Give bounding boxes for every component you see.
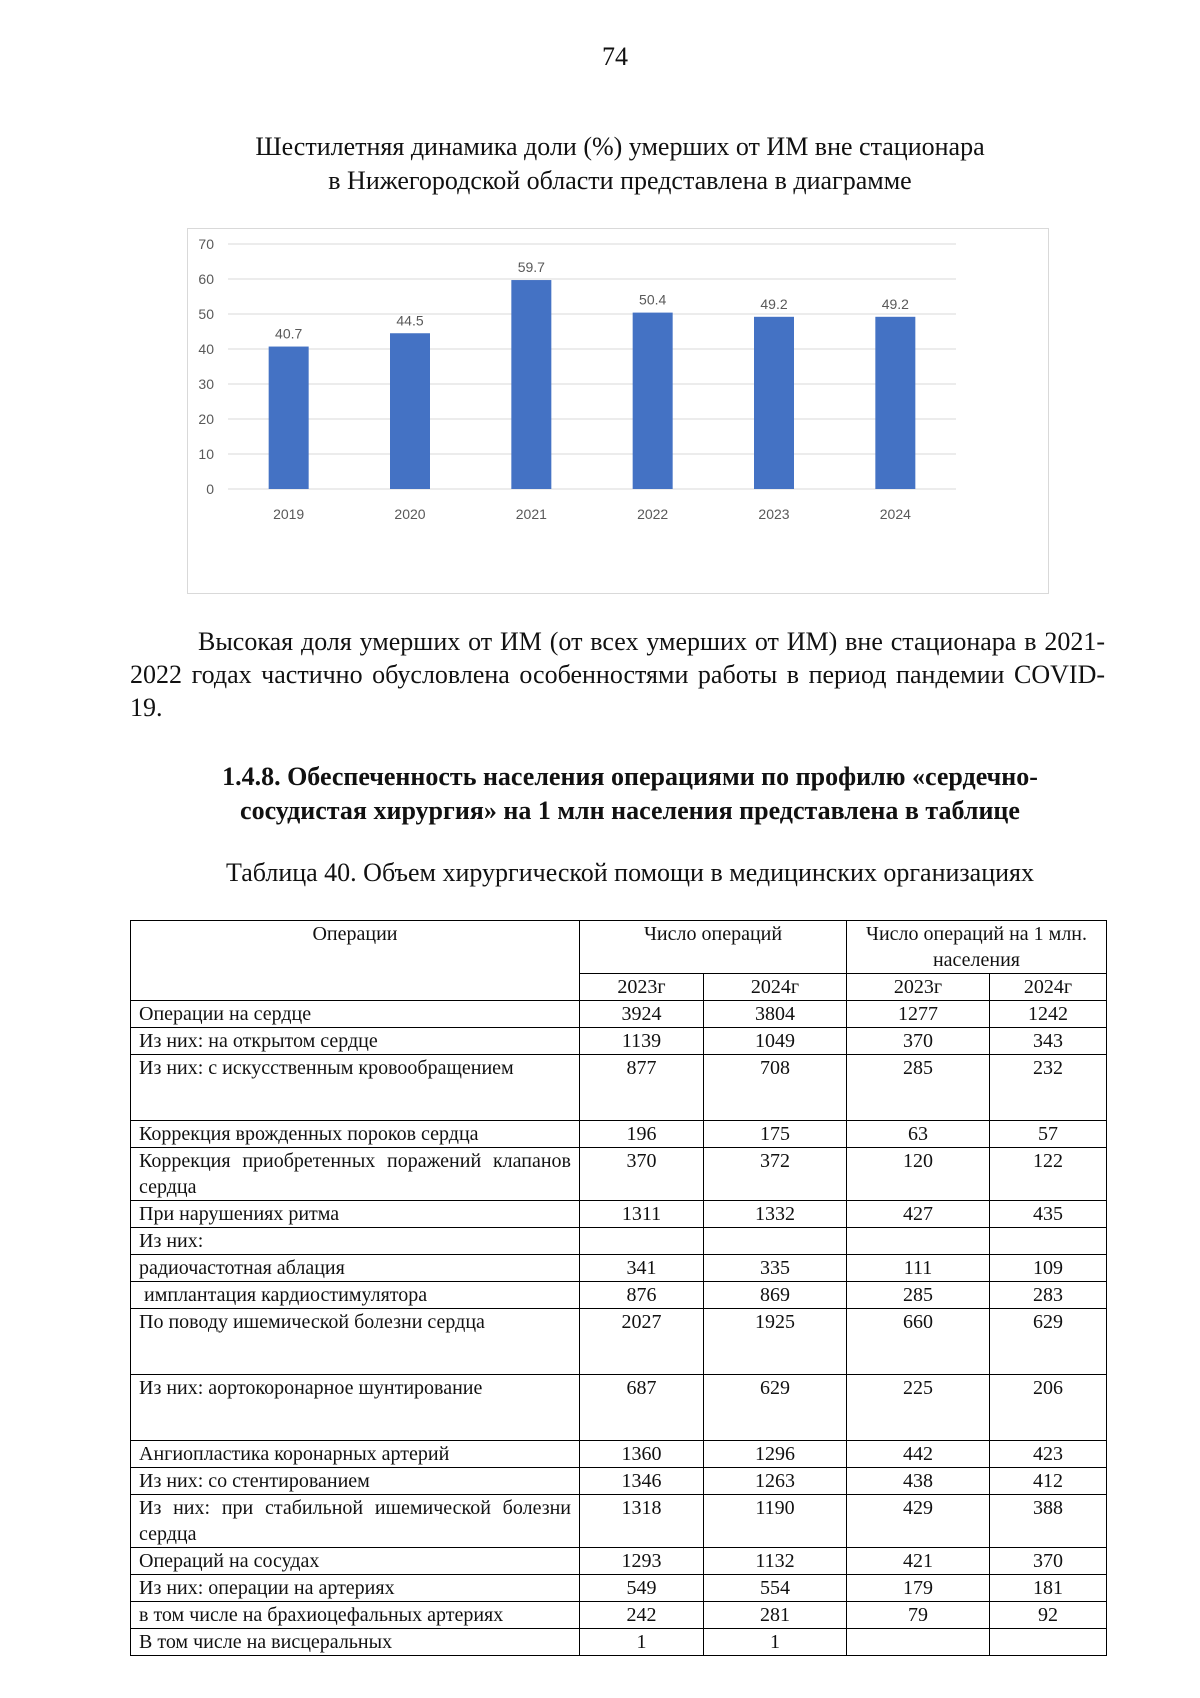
- row-value: 281: [704, 1602, 847, 1629]
- row-value: 388: [990, 1495, 1107, 1548]
- header-per-million: Число операций на 1 млн. населения: [847, 921, 1107, 974]
- row-value: 1: [704, 1629, 847, 1656]
- row-value: 1049: [704, 1028, 847, 1055]
- row-value: 181: [990, 1575, 1107, 1602]
- bar-chart: [187, 228, 1049, 594]
- x-tick-label: 2021: [515, 506, 547, 522]
- row-value: 1925: [704, 1309, 847, 1375]
- y-tick-label: 20: [198, 411, 214, 427]
- row-value: 370: [847, 1028, 990, 1055]
- chart-intro-line-2: в Нижегородской области представлена в диаграмме: [328, 166, 912, 195]
- y-tick-label: 70: [198, 236, 214, 252]
- header-year: 2024г: [990, 974, 1107, 1001]
- row-value: 660: [847, 1309, 990, 1375]
- row-value: 438: [847, 1468, 990, 1495]
- table-row: [131, 1441, 1107, 1468]
- row-value: 206: [990, 1375, 1107, 1441]
- row-label: Из них: аортокоронарное шунтирование: [131, 1375, 580, 1441]
- row-value: 1360: [580, 1441, 704, 1468]
- section-heading-line-1: 1.4.8. Обеспеченность населения операциями по профилю «сердечно-: [222, 762, 1038, 791]
- row-label: При нарушениях ритма: [131, 1201, 580, 1228]
- header-count: Число операций: [580, 921, 847, 974]
- row-value: [990, 1228, 1107, 1255]
- row-value: 629: [704, 1375, 847, 1441]
- header-operations: Операции: [131, 921, 580, 1001]
- row-value: 1277: [847, 1001, 990, 1028]
- row-value: 370: [990, 1548, 1107, 1575]
- body-paragraph: Высокая доля умерших от ИМ (от всех умерших от ИМ) вне стационара в 2021-2022 годах частично обусловлена особенностями работы в период пандемии COVID-19.: [130, 627, 1105, 722]
- y-tick-label: 10: [198, 446, 214, 462]
- row-value: 179: [847, 1575, 990, 1602]
- page-number: 74: [602, 42, 628, 71]
- row-label: В том числе на висцеральных: [131, 1629, 580, 1656]
- row-value: 1318: [580, 1495, 704, 1548]
- row-value: 3924: [580, 1001, 704, 1028]
- y-tick-label: 50: [198, 306, 214, 322]
- y-tick-label: 30: [198, 376, 214, 392]
- x-tick-label: 2019: [273, 506, 305, 522]
- header-year: 2023г: [847, 974, 990, 1001]
- table-row: [131, 1228, 1107, 1255]
- row-value: 549: [580, 1575, 704, 1602]
- row-label: Из них: операции на артериях: [131, 1575, 580, 1602]
- x-tick-label: 2023: [758, 506, 790, 522]
- row-value: 1190: [704, 1495, 847, 1548]
- row-value: 421: [847, 1548, 990, 1575]
- table-row: [131, 1001, 1107, 1028]
- table-row: [131, 1028, 1107, 1055]
- row-value: 1293: [580, 1548, 704, 1575]
- row-label: Из них: со стентированием: [131, 1468, 580, 1495]
- row-label: Из них:: [131, 1228, 580, 1255]
- row-value: 1: [580, 1629, 704, 1656]
- row-label: Операций на сосудах: [131, 1548, 580, 1575]
- row-value: [580, 1228, 704, 1255]
- row-label: Из них: при стабильной ишемической болезни сердца: [131, 1495, 580, 1548]
- row-value: 442: [847, 1441, 990, 1468]
- table-row: [131, 1255, 1107, 1282]
- chart-intro-line-1: Шестилетняя динамика доли (%) умерших от ИМ вне стационара: [255, 132, 985, 161]
- row-value: 341: [580, 1255, 704, 1282]
- table-row: [131, 1309, 1107, 1375]
- row-label: Из них: на открытом сердце: [131, 1028, 580, 1055]
- row-value: 225: [847, 1375, 990, 1441]
- y-tick-label: 40: [198, 341, 214, 357]
- row-value: 343: [990, 1028, 1107, 1055]
- table-row: [131, 1468, 1107, 1495]
- row-value: [704, 1228, 847, 1255]
- table-row: [131, 1282, 1107, 1309]
- table-row: [131, 1121, 1107, 1148]
- row-value: 708: [704, 1055, 847, 1121]
- row-value: [847, 1629, 990, 1656]
- bar-value-label: 50.4: [639, 291, 667, 308]
- y-tick-label: 0: [206, 481, 214, 497]
- row-value: 629: [990, 1309, 1107, 1375]
- row-value: 876: [580, 1282, 704, 1309]
- table-caption: Таблица 40. Объем хирургической помощи в медицинских организациях: [225, 858, 1034, 887]
- row-value: [990, 1629, 1107, 1656]
- section-heading: [130, 760, 1130, 828]
- row-label: Ангиопластика коронарных артерий: [131, 1441, 580, 1468]
- bar-value-label: 40.7: [275, 325, 303, 342]
- row-label: Операции на сердце: [131, 1001, 580, 1028]
- operations-table: [130, 920, 1107, 1656]
- bar-value-label: 44.5: [396, 312, 424, 329]
- row-value: 196: [580, 1121, 704, 1148]
- row-value: [847, 1228, 990, 1255]
- bar-value-label: 49.2: [881, 295, 909, 312]
- row-value: 687: [580, 1375, 704, 1441]
- y-tick-label: 60: [198, 271, 214, 287]
- section-heading-line-2: сосудистая хирургия» на 1 млн населения представлена в таблице: [240, 796, 1020, 825]
- row-value: 370: [580, 1148, 704, 1201]
- header-year: 2024г: [704, 974, 847, 1001]
- row-value: 283: [990, 1282, 1107, 1309]
- x-tick-label: 2020: [394, 506, 426, 522]
- row-value: 285: [847, 1055, 990, 1121]
- row-value: 3804: [704, 1001, 847, 1028]
- table-row: [131, 1375, 1107, 1441]
- row-value: 423: [990, 1441, 1107, 1468]
- bar: [390, 333, 430, 489]
- row-value: 232: [990, 1055, 1107, 1121]
- row-value: 285: [847, 1282, 990, 1309]
- row-value: 92: [990, 1602, 1107, 1629]
- row-label: имплантация кардиостимулятора: [131, 1282, 580, 1309]
- row-value: 372: [704, 1148, 847, 1201]
- row-value: 109: [990, 1255, 1107, 1282]
- row-value: 1296: [704, 1441, 847, 1468]
- row-value: 1242: [990, 1001, 1107, 1028]
- row-value: 412: [990, 1468, 1107, 1495]
- row-label: радиочастотная аблация: [131, 1255, 580, 1282]
- row-value: 1332: [704, 1201, 847, 1228]
- row-value: 122: [990, 1148, 1107, 1201]
- bar: [875, 317, 915, 489]
- row-value: 175: [704, 1121, 847, 1148]
- row-label: Из них: с искусственным кровообращением: [131, 1055, 580, 1121]
- row-value: 427: [847, 1201, 990, 1228]
- row-value: 335: [704, 1255, 847, 1282]
- row-value: 242: [580, 1602, 704, 1629]
- row-label: По поводу ишемической болезни сердца: [131, 1309, 580, 1375]
- table-row: [131, 1548, 1107, 1575]
- x-tick-label: 2022: [637, 506, 669, 522]
- table-row: [131, 1055, 1107, 1121]
- bar-value-label: 59.7: [517, 259, 545, 276]
- row-label: Коррекция приобретенных поражений клапанов сердца: [131, 1148, 580, 1201]
- header-year: 2023г: [580, 974, 704, 1001]
- row-value: 554: [704, 1575, 847, 1602]
- row-value: 435: [990, 1201, 1107, 1228]
- row-label: Коррекция врожденных пороков сердца: [131, 1121, 580, 1148]
- row-value: 111: [847, 1255, 990, 1282]
- row-value: 1139: [580, 1028, 704, 1055]
- bar-chart-svg: [188, 229, 1050, 595]
- row-value: 869: [704, 1282, 847, 1309]
- table-row: [131, 1629, 1107, 1656]
- row-value: 429: [847, 1495, 990, 1548]
- row-value: 1346: [580, 1468, 704, 1495]
- row-label: в том числе на брахиоцефальных артериях: [131, 1602, 580, 1629]
- bar: [754, 317, 794, 489]
- row-value: 57: [990, 1121, 1107, 1148]
- row-value: 1132: [704, 1548, 847, 1575]
- x-tick-label: 2024: [879, 506, 911, 522]
- bar: [633, 313, 673, 489]
- row-value: 2027: [580, 1309, 704, 1375]
- table-row: [131, 1575, 1107, 1602]
- row-value: 1311: [580, 1201, 704, 1228]
- row-value: 120: [847, 1148, 990, 1201]
- table-row: [131, 1201, 1107, 1228]
- bar: [269, 347, 309, 489]
- row-value: 63: [847, 1121, 990, 1148]
- row-value: 1263: [704, 1468, 847, 1495]
- table-row: [131, 1602, 1107, 1629]
- chart-intro-text: [130, 130, 1110, 198]
- row-value: 79: [847, 1602, 990, 1629]
- bar: [511, 280, 551, 489]
- table-row: [131, 1148, 1107, 1201]
- row-value: 877: [580, 1055, 704, 1121]
- bar-value-label: 49.2: [760, 295, 788, 312]
- table-row: [131, 1495, 1107, 1548]
